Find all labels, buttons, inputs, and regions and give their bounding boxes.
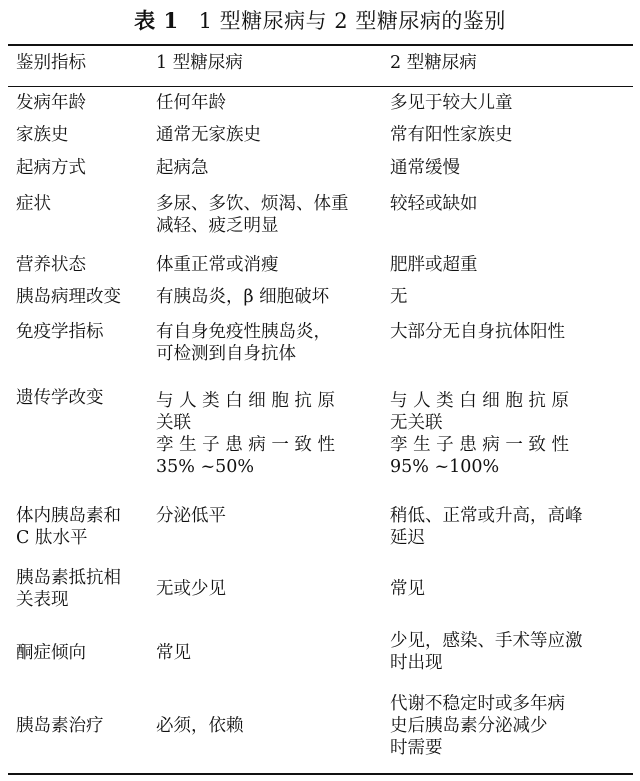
bottom-rule [8,773,633,775]
row-label: 营养状态 [16,255,86,275]
row-type2-value: 多见于较大儿童 [390,93,513,113]
row-type1-value: 多尿、多饮、烦渴、体重 减轻、疲乏明显 [156,194,349,236]
row-type1-value: 与 人 类 白 细 胞 抗 原 关联 孪 生 子 患 病 一 致 性 35% ~50% [156,391,335,477]
row-type2-value: 少见，感染、手术等应激 时出现 [390,631,583,673]
row-type1-value: 体重正常或消瘦 [156,255,279,275]
header-type2: 2 型糖尿病 [390,53,477,73]
row-label: 胰岛素抵抗相 关表现 [16,568,121,610]
row-label: 免疫学指标 [16,322,104,342]
row-type1-value: 无或少见 [156,579,226,599]
row-type2-value: 肥胖或超重 [390,255,478,275]
row-type1-value: 常见 [156,643,191,663]
table-label: 表 1 [134,8,179,33]
row-type2-value: 大部分无自身抗体阳性 [390,322,565,342]
header-criteria: 鉴别指标 [16,53,86,73]
row-type2-value: 常见 [390,579,425,599]
header-rule [8,86,633,87]
table-caption: 1 型糖尿病与 2 型糖尿病的鉴别 [198,9,506,33]
row-type1-value: 分泌低平 [156,506,226,526]
row-label: 胰岛病理改变 [16,287,121,307]
header-type1: 1 型糖尿病 [156,53,243,73]
row-type2-value: 通常缓慢 [390,158,460,178]
row-type1-value: 起病急 [156,158,209,178]
row-label: 酮症倾向 [16,643,86,663]
row-type2-value: 无 [390,287,408,307]
row-type1-value: 任何年龄 [156,93,226,113]
row-type2-value: 较轻或缺如 [390,194,478,214]
row-type1-value: 有胰岛炎，β 细胞破坏 [156,287,330,307]
row-label: 体内胰岛素和 C 肽水平 [16,506,121,548]
row-label: 家族史 [16,125,69,145]
row-type1-value: 必须，依赖 [156,716,244,736]
row-label: 发病年龄 [16,93,86,113]
row-label: 胰岛素治疗 [16,716,104,736]
row-label: 起病方式 [16,158,86,178]
row-type2-value: 代谢不稳定时或多年病 史后胰岛素分泌减少 时需要 [390,694,565,758]
row-label: 遗传学改变 [16,388,104,408]
row-type1-value: 通常无家族史 [156,125,261,145]
row-label: 症状 [16,194,51,214]
table-title [0,4,640,38]
top-rule [8,44,633,46]
row-type1-value: 有自身免疫性胰岛炎， 可检测到自身抗体 [156,322,331,364]
row-type2-value: 稍低、正常或升高，高峰 延迟 [390,506,583,548]
row-type2-value: 与 人 类 白 细 胞 抗 原 无关联 孪 生 子 患 病 一 致 性 95% ~100% [390,391,569,477]
row-type2-value: 常有阳性家族史 [390,125,513,145]
